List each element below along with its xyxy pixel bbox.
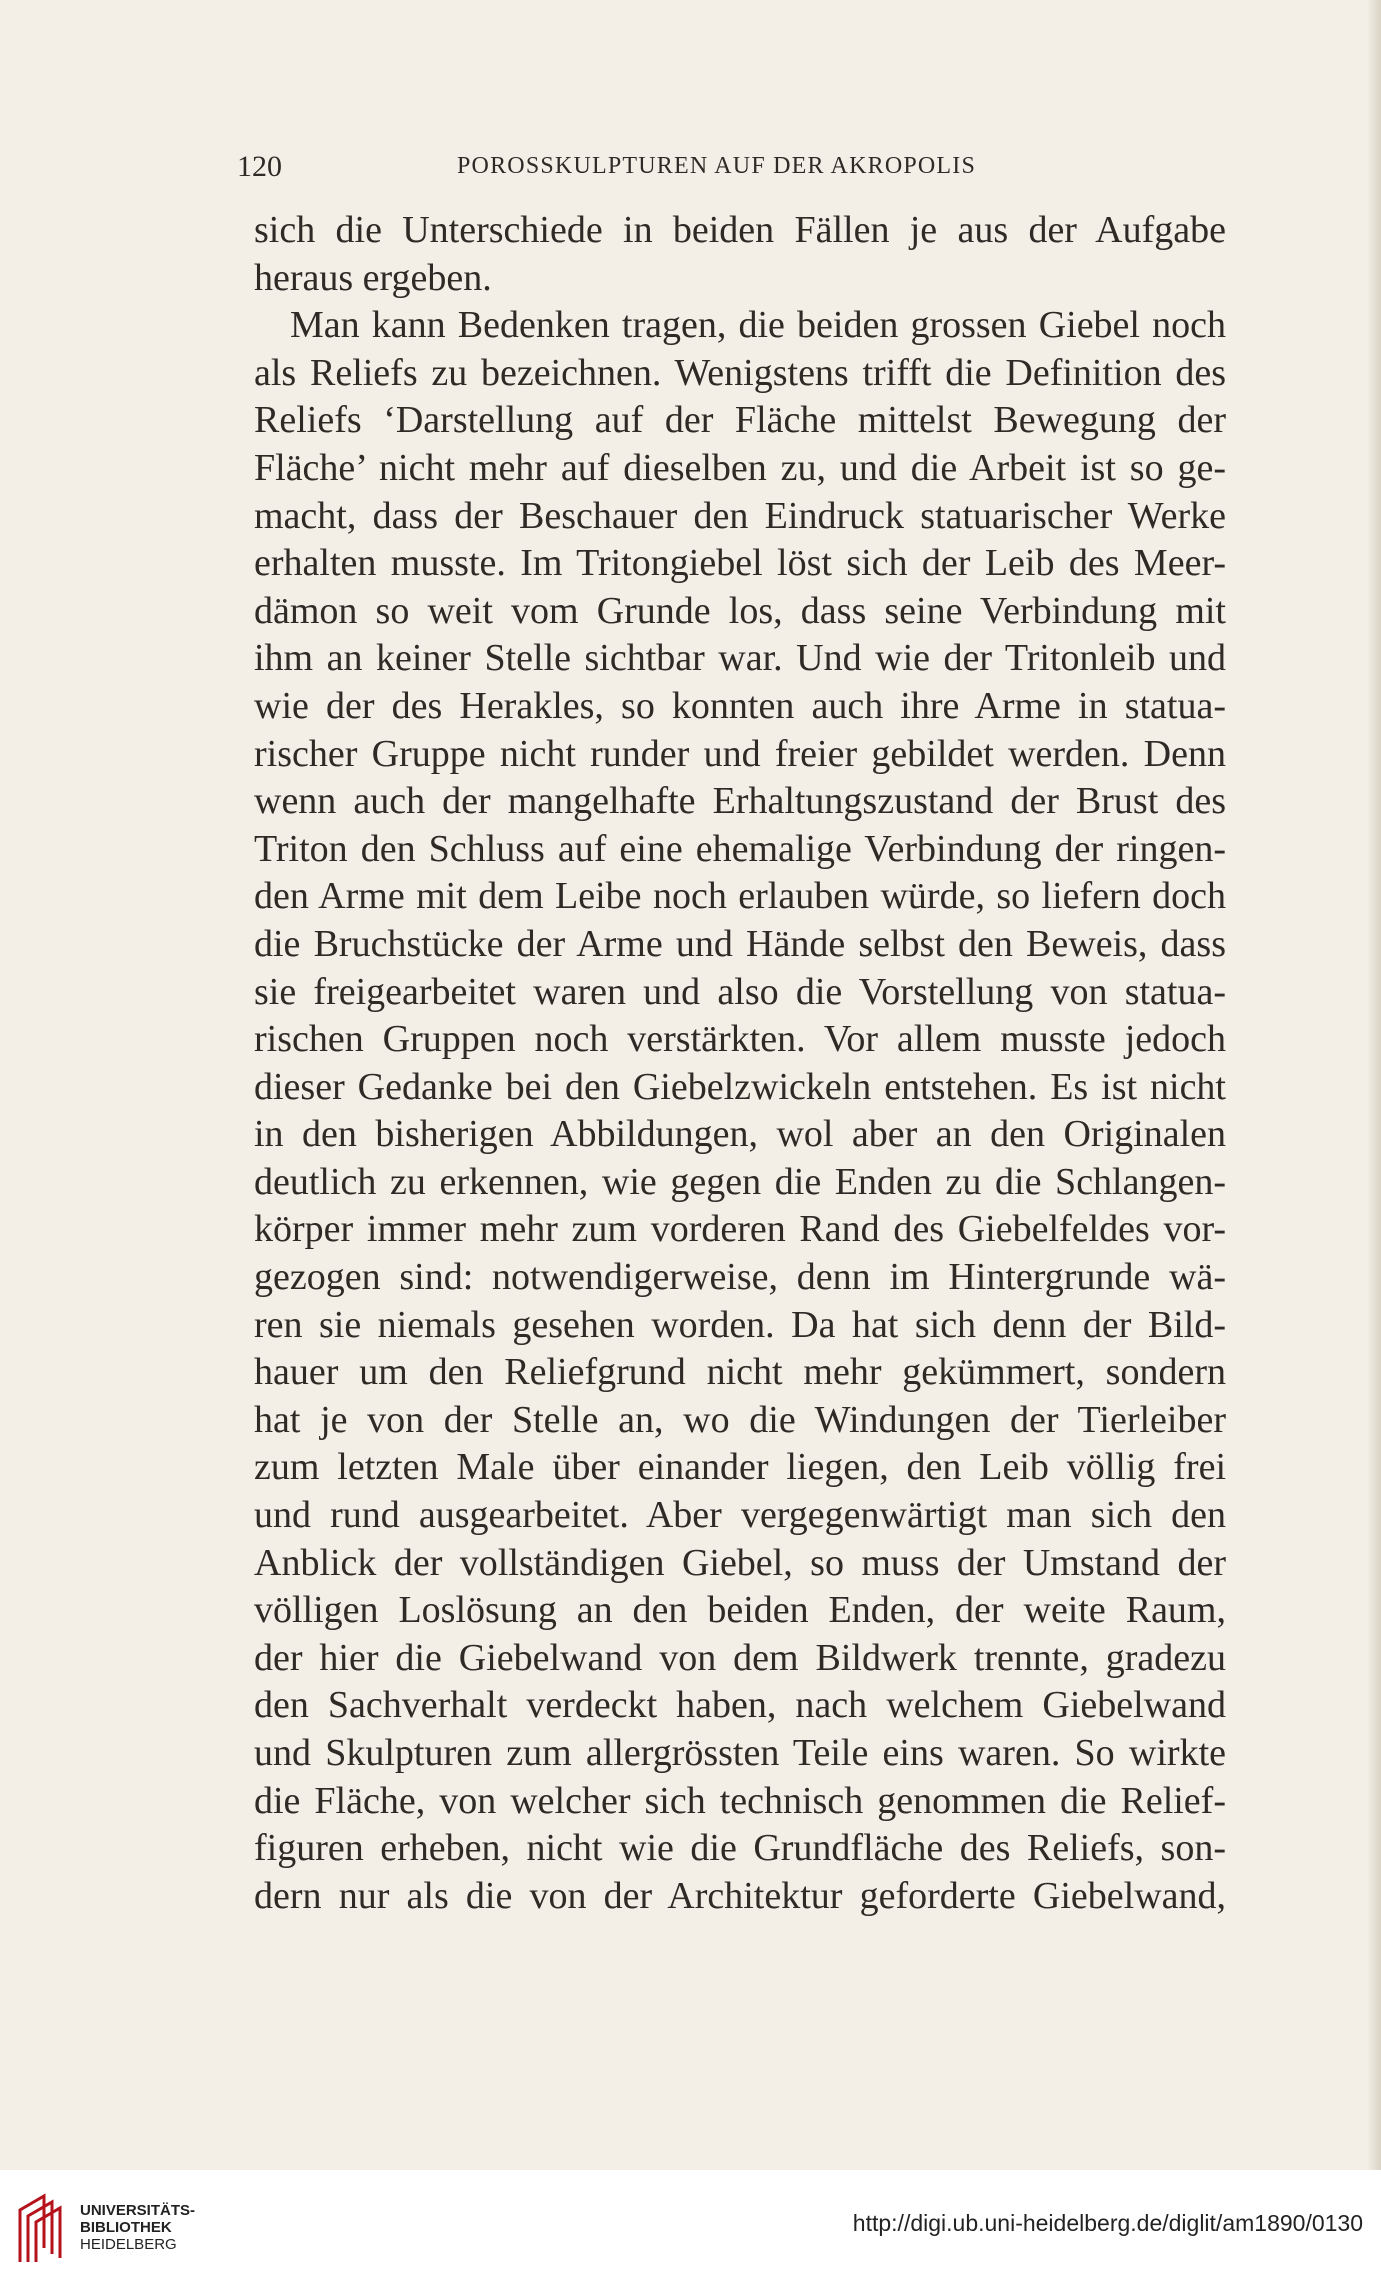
text-line: hat je von der Stelle an, wo die Windungen der Tierleiber [254,1398,1226,1441]
text-line: deutlich zu erkennen, wie gegen die Enden zu die Schlangen- [254,1160,1226,1203]
library-name-line: HEIDELBERG [80,2236,177,2253]
running-title: POROSSKULPTUREN AUF DER AKROPOLIS [457,153,977,179]
text-line: wenn auch der mangelhafte Erhaltungszustand der Brust des [254,780,1226,823]
text-line: rischen Gruppen noch verstärkten. Vor allem musste jedoch [254,1018,1226,1061]
text-line: zum letzten Male über einander liegen, den Leib völlig frei [254,1446,1226,1489]
text-line: ren sie niemals gesehen worden. Da hat sich denn der Bild- [254,1303,1226,1346]
text-line: sie freigearbeitet waren und also die Vorstellung von statua- [254,970,1226,1013]
page-edge-shadow [1367,0,1381,2170]
text-line: hauer um den Reliefgrund nicht mehr gekümmert, sondern [254,1351,1226,1394]
text-line: völligen Loslösung an den beiden Enden, der weite Raum, [254,1589,1226,1632]
text-line: dern nur als die von der Architektur geforderte Giebelwand, [254,1874,1226,1917]
body-text [254,207,1226,1920]
library-name-line: BIBLIOTHEK [80,2219,172,2236]
text-line: Fläche’ nicht mehr auf dieselben zu, und die Arbeit ist so ge- [254,446,1226,489]
text-line: körper immer mehr zum vorderen Rand des Giebelfeldes vor- [254,1208,1226,1251]
text-line: wie der des Herakles, so konnten auch ihre Arme in statua- [254,684,1226,727]
text-line: Man kann Bedenken tragen, die beiden grossen Giebel noch [290,304,1226,347]
text-line: gezogen sind: notwendigerweise, denn im Hintergrunde wä- [254,1256,1226,1299]
text-line: figuren erheben, nicht wie die Grundfläche des Reliefs, son- [254,1827,1226,1870]
text-line: sich die Unterschiede in beiden Fällen je aus der Aufgabe [254,209,1226,251]
text-line: der hier die Giebelwand von dem Bildwerk trennte, gradezu [254,1636,1226,1679]
text-line: heraus ergeben. [254,256,492,299]
library-name [80,2202,195,2253]
text-line: als Reliefs zu bezeichnen. Wenigstens trifft die Definition des [254,351,1226,394]
text-line: macht, dass der Beschauer den Eindruck statuarischer Werke [254,494,1226,537]
page-number: 120 [237,150,282,183]
text-line: und Skulpturen zum allergrössten Teile eins waren. So wirkte [254,1732,1226,1774]
library-name-line: UNIVERSITÄTS- [80,2202,196,2219]
text-line: ihm an keiner Stelle sichtbar war. Und wie der Tritonleib und [254,637,1226,680]
text-line: die Fläche, von welcher sich technisch genommen die Relief- [254,1779,1226,1822]
source-url-link[interactable]: http://digi.ub.uni-heidelberg.de/diglit/am1890/0130 [852,2210,1363,2236]
text-line: dämon so weit vom Grunde los, dass seine Verbindung mit [254,589,1226,632]
text-line: Anblick der vollständigen Giebel, so muss der Umstand der [254,1541,1226,1584]
text-line: dieser Gedanke bei den Giebelzwickeln entstehen. Es ist nicht [254,1065,1226,1108]
text-line: rischer Gruppe nicht runder und freier gebildet werden. Denn [254,732,1226,775]
text-line: Reliefs ‘Darstellung auf der Fläche mittelst Bewegung der [254,399,1226,442]
page-header [237,150,1237,190]
text-line: in den bisherigen Abbildungen, wol aber an den Originalen [254,1113,1226,1156]
text-line: erhalten musste. Im Tritongiebel löst sich der Leib des Meer- [254,542,1226,585]
text-line: den Sachverhalt verdeckt haben, nach welchem Giebelwand [254,1684,1226,1727]
footer-bar [0,2170,1381,2279]
text-line: Triton den Schluss auf eine ehemalige Verbindung der ringen- [254,827,1226,870]
text-line: die Bruchstücke der Arme und Hände selbst den Beweis, dass [254,922,1226,965]
library-logo-icon [14,2192,62,2264]
text-line: den Arme mit dem Leibe noch erlauben würde, so liefern doch [254,875,1226,918]
text-line: und rund ausgearbeitet. Aber vergegenwärtigt man sich den [254,1494,1226,1537]
